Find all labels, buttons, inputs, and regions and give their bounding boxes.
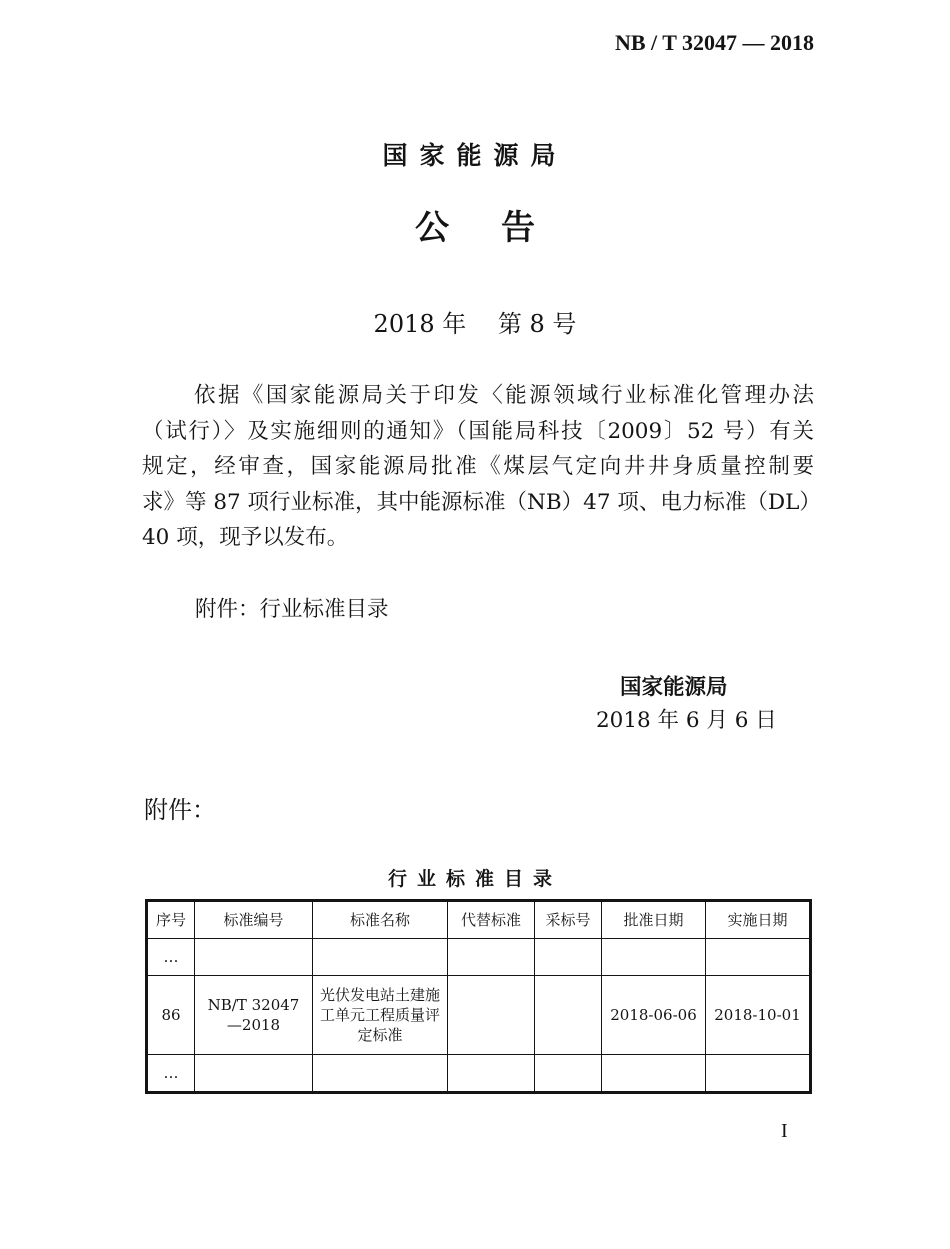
body-line: 40 项，现予以发布。 (142, 525, 349, 550)
issue-year: 2018 年 (373, 310, 467, 338)
table-row (147, 976, 811, 1055)
cell-seq: … (147, 1055, 195, 1093)
cell-name (313, 939, 448, 976)
cell-code: NB/T 32047—2018 (195, 976, 313, 1055)
cell-code (195, 1055, 313, 1093)
table-row (147, 939, 811, 976)
cell-replaces (448, 939, 535, 976)
cell-effective-date (706, 939, 811, 976)
standards-table (145, 899, 812, 1094)
body-line: 依据《国家能源局关于印发〈能源领域行业标准化管理办法 (194, 383, 814, 408)
cell-code (195, 939, 313, 976)
col-header-adopted: 采标号 (535, 901, 602, 939)
table-title: 行业标准目录 (387, 868, 562, 890)
cell-seq: … (147, 939, 195, 976)
cell-replaces (448, 976, 535, 1055)
body-line: 求》等 87 项行业标准，其中能源标准（NB）47 项、电力标准（DL） (142, 489, 821, 515)
cell-name: 光伏发电站土建施工单元工程质量评定标准 (313, 976, 448, 1055)
cell-adopted (535, 939, 602, 976)
col-header-name: 标准名称 (313, 901, 448, 939)
cell-seq: 86 (147, 976, 195, 1055)
body-line: （试行）〉及实施细则的通知》（国能局科技〔2009〕52 号）有关 (142, 418, 814, 444)
signature-organization: 国家能源局 (620, 675, 728, 700)
col-header-seq: 序号 (147, 901, 195, 939)
attachment-reference: 附件：行业标准目录 (195, 597, 389, 622)
cell-effective-date (706, 1055, 811, 1093)
notice-title: 公告 (415, 208, 587, 248)
body-line: 规定，经审查，国家能源局批准《煤层气定向井井身质量控制要 (142, 454, 814, 479)
standard-code: NB / T 32047 — 2018 (614, 30, 814, 55)
cell-approval-date (602, 939, 706, 976)
cell-adopted (535, 1055, 602, 1093)
cell-name (313, 1055, 448, 1093)
table-row (147, 1055, 811, 1093)
table-header-row (147, 901, 811, 939)
announcement-body (142, 378, 821, 556)
cell-approval-date (602, 1055, 706, 1093)
cell-effective-date: 2018-10-01 (706, 976, 811, 1055)
col-header-code: 标准编号 (195, 901, 313, 939)
issue-number: 第 8 号 (497, 310, 577, 338)
signature-date: 2018 年 6 月 6 日 (596, 708, 777, 733)
issuing-organization: 国家能源局 (382, 141, 568, 170)
attachment-heading: 附件： (144, 796, 216, 824)
cell-adopted (535, 976, 602, 1055)
col-header-approval-date: 批准日期 (602, 901, 706, 939)
cell-replaces (448, 1055, 535, 1093)
issue-line (0, 304, 950, 339)
cell-approval-date: 2018-06-06 (602, 976, 706, 1055)
col-header-replaces: 代替标准 (448, 901, 535, 939)
col-header-effective-date: 实施日期 (706, 901, 811, 939)
page-number: I (781, 1120, 788, 1142)
